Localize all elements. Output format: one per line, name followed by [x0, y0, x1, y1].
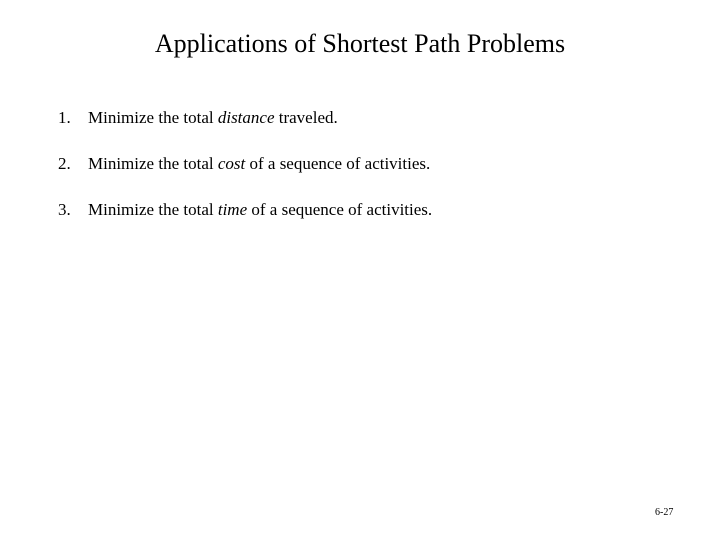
item-number: 1. [58, 108, 71, 127]
item-text: Minimize the total [88, 154, 218, 173]
item-number: 2. [58, 154, 71, 173]
item-text-end: of a sequence of activities. [247, 200, 433, 219]
list-item [58, 152, 432, 176]
list-item [58, 106, 432, 130]
item-emphasis: cost [217, 154, 246, 173]
list-item [58, 198, 432, 222]
slide-title: Applications of Shortest Path Problems [154, 29, 566, 58]
item-number: 3. [58, 200, 71, 219]
item-text-end: traveled. [274, 108, 338, 127]
applications-list [58, 106, 432, 244]
item-text: Minimize the total [88, 108, 218, 127]
item-text-end: of a sequence of activities. [245, 154, 431, 173]
page-number: 6-27 [655, 507, 674, 518]
item-emphasis: distance [217, 108, 275, 127]
item-emphasis: time [217, 200, 248, 219]
item-text: Minimize the total [88, 200, 218, 219]
